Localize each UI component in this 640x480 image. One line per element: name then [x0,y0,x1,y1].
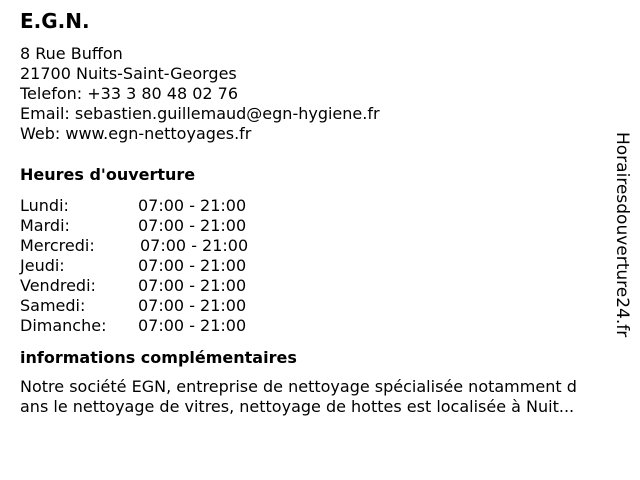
hours-row-mercredi [20,236,620,256]
day-time: 07:00 - 21:00 [138,196,247,215]
day-time: 07:00 - 21:00 [140,236,249,255]
hours-heading: Heures d'ouverture [20,165,196,184]
address-city: 21700 Nuits-Saint-Georges [20,64,237,83]
phone-line: Telefon: +33 3 80 48 02 76 [20,84,239,103]
day-time: 07:00 - 21:00 [138,316,247,335]
info-description [20,377,620,417]
day-label: Mardi: [20,216,70,235]
info-heading: informations complémentaires [20,348,297,367]
day-time: 07:00 - 21:00 [138,256,247,275]
hours-row-lundi [20,196,620,216]
business-name: E.G.N. [20,9,90,33]
hours-row-samedi [20,296,620,316]
business-card [20,8,620,417]
day-label: Samedi: [20,296,86,315]
day-label: Lundi: [20,196,69,215]
hours-table [20,196,620,336]
day-label: Dimanche: [20,316,107,335]
day-label: Mercredi: [20,236,95,255]
hours-row-jeudi [20,256,620,276]
day-time: 07:00 - 21:00 [138,296,247,315]
day-label: Jeudi: [20,256,65,275]
web-line: Web: www.egn-nettoyages.fr [20,124,252,143]
hours-row-mardi [20,216,620,236]
hours-row-dimanche [20,316,620,336]
address-street: 8 Rue Buffon [20,44,123,63]
email-line: Email: sebastien.guillemaud@egn-hygiene.fr [20,104,380,123]
info-line-2: ans le nettoyage de vitres, nettoyage de hottes est localisée à Nuit... [20,397,575,416]
hours-row-vendredi [20,276,620,296]
day-time: 07:00 - 21:00 [138,216,247,235]
day-time: 07:00 - 21:00 [138,276,247,295]
watermark [612,132,632,346]
day-label: Vendredi: [20,276,96,295]
watermark-text: Horairesdouverture24.fr [612,132,632,338]
info-line-1: Notre société EGN, entreprise de nettoyage spécialisée notamment d [20,377,577,396]
